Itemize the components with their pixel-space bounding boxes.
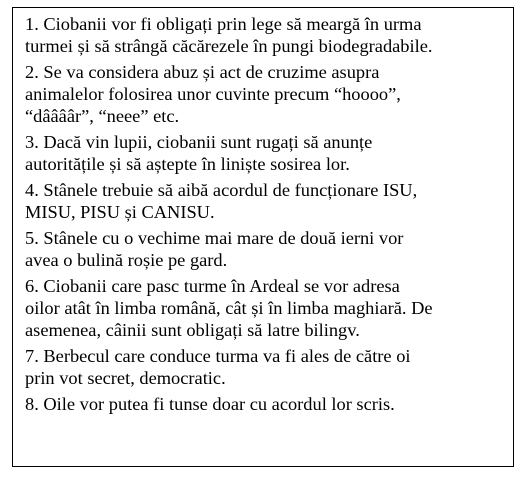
- rule-item-8: [25, 393, 505, 415]
- rule-line: oilor atât în limba română, cât și în limba maghiară. De: [25, 298, 433, 318]
- rule-item-2: [25, 61, 505, 127]
- rule-line: 2. Se va considera abuz și act de cruzime asupra: [25, 62, 380, 82]
- rule-item-3: [25, 131, 505, 175]
- rules-box: [12, 7, 514, 467]
- rule-item-5: [25, 227, 505, 271]
- rule-line: 6. Ciobanii care pasc turme în Ardeal se vor adresa: [25, 276, 400, 296]
- rule-item-6: [25, 275, 505, 341]
- rule-line: prin vot secret, democratic.: [25, 368, 226, 388]
- rule-line: autoritățile și să aștepte în liniște sosirea lor.: [25, 154, 350, 174]
- rule-line: 3. Dacă vin lupii, ciobanii sunt rugați să anunțe: [25, 132, 373, 152]
- rule-line: MISU, PISU și CANISU.: [25, 202, 215, 222]
- rule-line: avea o bulină roșie pe gard.: [25, 250, 228, 270]
- rule-line: “dââââr”, “neee” etc.: [25, 106, 180, 126]
- rule-line: 1. Ciobanii vor fi obligați prin lege să meargă în urma: [25, 14, 422, 34]
- rule-line: 4. Stânele trebuie să aibă acordul de funcționare ISU,: [25, 180, 418, 200]
- rule-line: 5. Stânele cu o vechime mai mare de două ierni vor: [25, 228, 404, 248]
- rule-item-4: [25, 179, 505, 223]
- rule-line: turmei și să strângă căcărezele în pungi biodegradabile.: [25, 36, 433, 56]
- rule-line: 7. Berbecul care conduce turma va fi ales de către oi: [25, 346, 411, 366]
- rule-item-1: [25, 13, 505, 57]
- rule-line: 8. Oile vor putea fi tunse doar cu acordul lor scris.: [25, 394, 395, 414]
- rule-line: animalelor folosirea unor cuvinte precum “hoooo”,: [25, 84, 401, 104]
- rule-line: asemenea, câinii sunt obligați să latre bilingv.: [25, 320, 360, 340]
- rule-item-7: [25, 345, 505, 389]
